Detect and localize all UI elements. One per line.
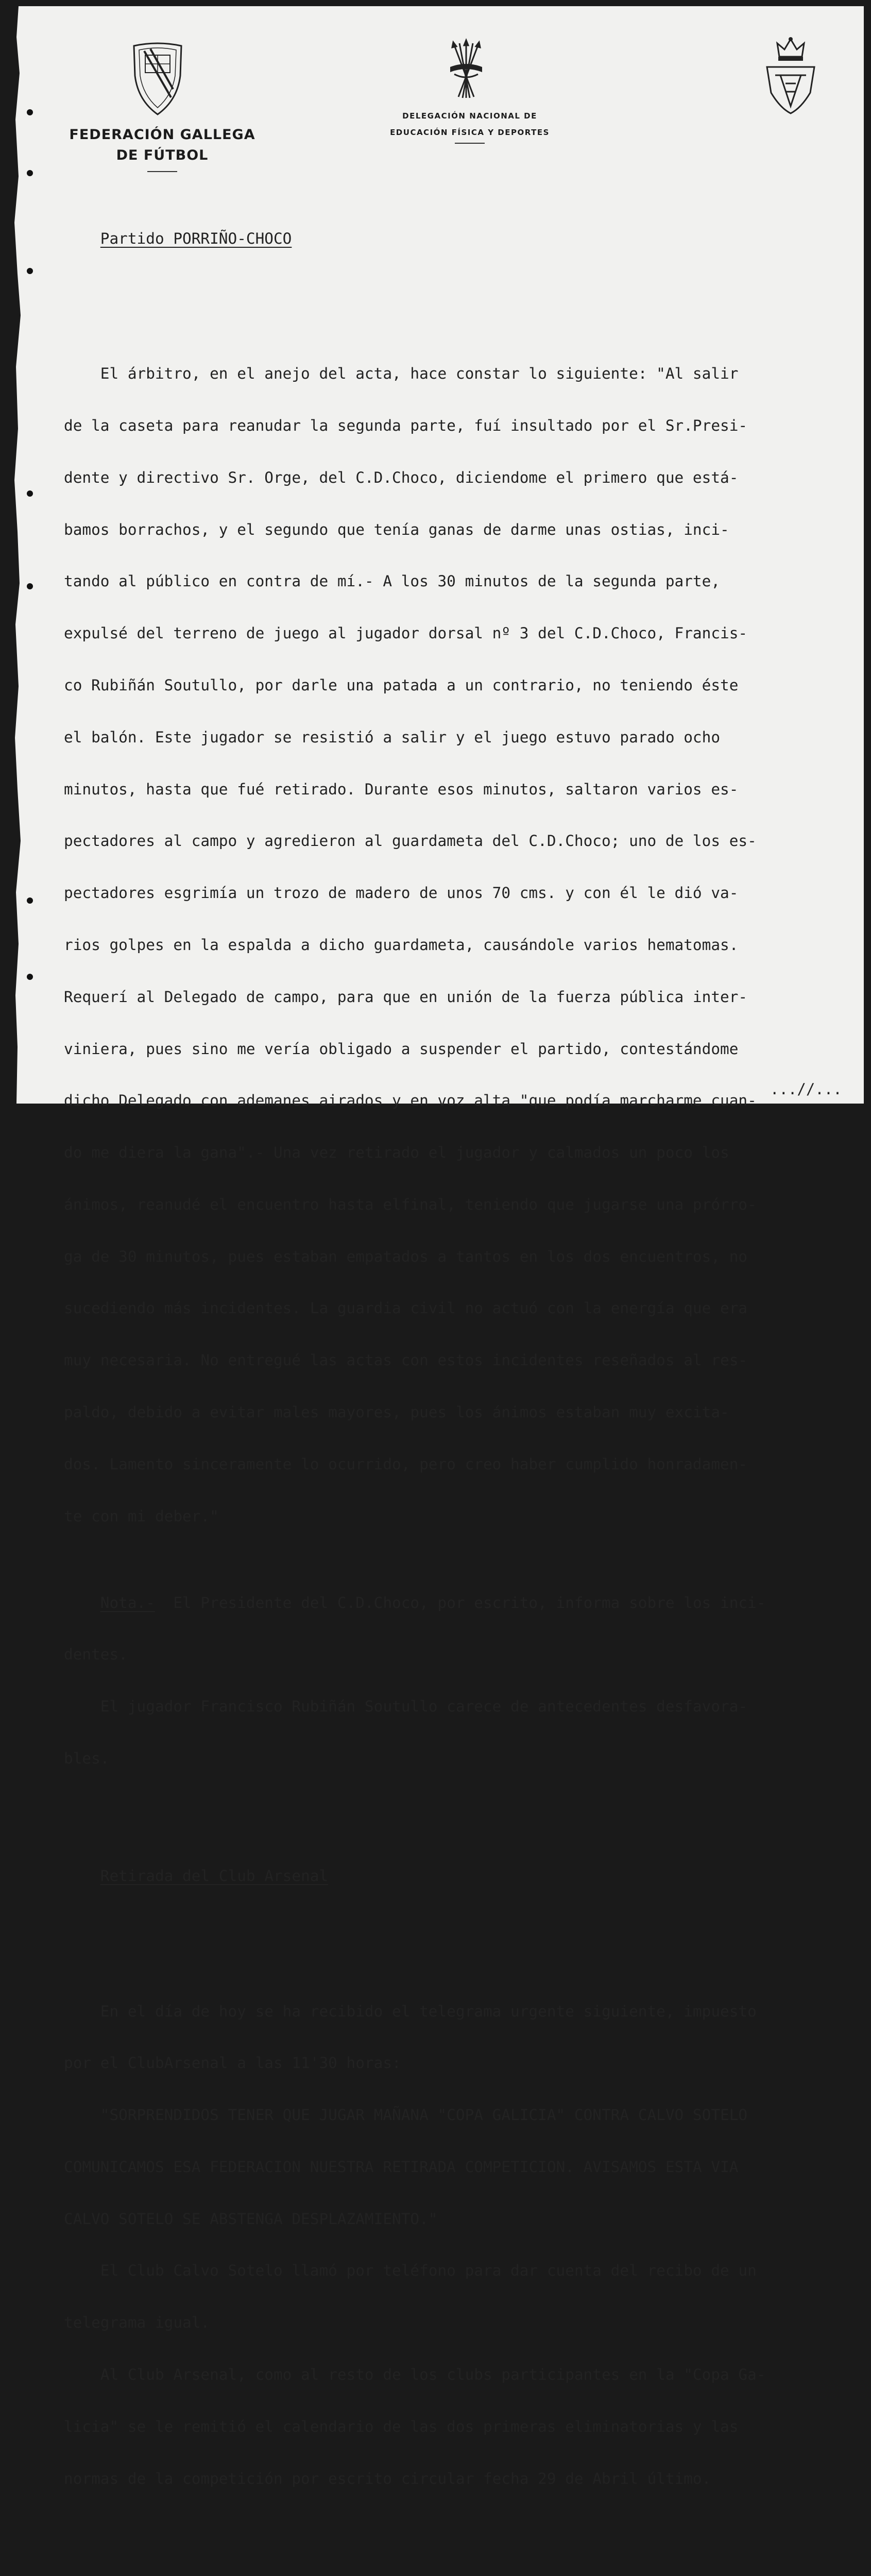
body-line: ánimos, reanudé el encuentro hasta elfinal, teniendo que jugarse una prórro- bbox=[64, 1195, 757, 1213]
body-line: de la caseta para reanudar la segunda parte, fuí insultado por el Sr.Presi- bbox=[64, 417, 748, 435]
federation-name-line1: FEDERACIÓN GALLEGA bbox=[69, 127, 255, 143]
continuation-mark: ...//... bbox=[770, 1080, 842, 1098]
body-line: viniera, pues sino me vería obligado a suspender el partido, contestándome bbox=[64, 1040, 739, 1058]
federation-shield-logo bbox=[132, 40, 183, 117]
punch-hole bbox=[27, 268, 33, 274]
body-line: normas de la competición por escrito circular fecha 29 de Abril último. bbox=[64, 2469, 711, 2487]
body-line: paldo, debido a evitar males mayores, pues los ánimos estaban muy excita- bbox=[64, 1403, 729, 1421]
section-heading-arsenal: Retirada del Club Arsenal bbox=[100, 1867, 329, 1885]
body-line: expulsé del terreno de juego al jugador dorsal nº 3 del C.D.Choco, Francis- bbox=[64, 624, 748, 642]
document-page bbox=[11, 6, 864, 2487]
body-line: dos. Lamento sinceramente lo ocurrido, pero creo haber cumplido honradamen- bbox=[64, 1455, 748, 1473]
yoke-and-arrows-logo bbox=[448, 40, 484, 102]
body-line: "SORPRENDIDOS TENER QUE JUGAR MAÑANA "COPA GALICIA" CONTRA CALVO SOTELO bbox=[64, 2106, 748, 2124]
body-line: bamos borrachos, y el segundo que tenía ganas de darme unas ostias, inci- bbox=[64, 520, 729, 538]
federation-header bbox=[57, 125, 268, 172]
body-line: por el ClubArsenal a las 11'30 horas: bbox=[64, 2054, 401, 2072]
body-line: pectadores al campo y agredieron al guardameta del C.D.Choco; uno de los es- bbox=[64, 832, 757, 850]
body-line: telegrama igual. bbox=[64, 2314, 210, 2332]
body-line: bles. bbox=[64, 1749, 110, 1767]
body-line: dentes. bbox=[64, 1646, 128, 1664]
punch-hole bbox=[27, 897, 33, 904]
punch-hole bbox=[27, 109, 33, 115]
body-line: te con mi deber." bbox=[64, 1507, 219, 1525]
crowned-shield-logo bbox=[765, 36, 816, 117]
body-line: sucediendo más incidentes. La guardia civil no actuó con la energía que era bbox=[64, 1299, 748, 1317]
body-line: minutos, hasta que fué retirado. Durante esos minutos, saltaron varios es- bbox=[64, 780, 739, 798]
body-line: el balón. Este jugador se resistió a salir y el juego estuvo parado ocho bbox=[64, 728, 721, 746]
punch-hole bbox=[27, 170, 33, 176]
torn-left-edge bbox=[11, 6, 25, 1104]
body-line: COMUNICAMOS ESA FEDERACION NUESTRA RETIRADA COMPETICION. AVISAMOS ESTA VIA bbox=[64, 2158, 739, 2176]
body-line: do me diera la gana".- Una vez retirado el jugador y calmados un poco los bbox=[64, 1144, 729, 1162]
arsenal-telegram bbox=[64, 1968, 862, 2522]
body-line: El Club Calvo Sotelo llamó por teléfono para dar cuenta del recibo de un bbox=[64, 2262, 757, 2280]
body-line: co Rubiñán Soutullo, por darle una patada a un contrario, no teniendo éste bbox=[64, 676, 739, 694]
note-line: Nota.- El Presidente del C.D.Choco, por escrito, informa sobre los inci- bbox=[100, 1594, 766, 1612]
punch-hole bbox=[27, 974, 33, 980]
delegation-name-line2: EDUCACIÓN FÍSICA Y DEPORTES bbox=[390, 128, 550, 137]
body-line: dicho Delegado con ademanes airados y en voz alta "que podía marcharme cuan- bbox=[64, 1092, 757, 1110]
body-line: Al Club Arsenal, como al resto de los clubs participantes en la "Copa Ga- bbox=[64, 2366, 766, 2384]
body-line: tando al público en contra de mí.- A los 30 minutos de la segunda parte, bbox=[64, 572, 721, 590]
body-line: El árbitro, en el anejo del acta, hace constar lo siguiente: "Al salir bbox=[64, 365, 739, 383]
delegation-header bbox=[372, 108, 568, 144]
note-label: Nota.- bbox=[100, 1594, 155, 1612]
referee-report bbox=[64, 331, 862, 1560]
punch-hole bbox=[27, 583, 33, 589]
document-body bbox=[64, 196, 862, 2576]
body-line: En el día de hoy se ha recibido el telegrama urgente siguiente, impuesto bbox=[64, 2002, 757, 2020]
body-line: El jugador Francisco Rubiñán Soutullo carece de antecedentes desfavora- bbox=[64, 1698, 748, 1716]
body-line: licia" se le remitió el calendario de las dos primeras eliminatorias y las bbox=[64, 2417, 739, 2435]
punch-hole bbox=[27, 490, 33, 497]
body-line: ga de 30 minutos, pues estaban empatados a tantos en los dos encuentros, no bbox=[64, 1247, 748, 1265]
header-rule bbox=[455, 143, 485, 144]
header-rule bbox=[147, 171, 177, 172]
delegation-name-line1: DELEGACIÓN NACIONAL DE bbox=[402, 111, 537, 121]
body-line: CALVO SOTELO SE ABSTENGA DESPLAZAMIENTO." bbox=[64, 2210, 438, 2228]
body-line: Requerí al Delegado de campo, para que en unión de la fuerza pública inter- bbox=[64, 988, 748, 1006]
body-line: pectadores esgrimía un trozo de madero de unos 70 cms. y con él le dió va- bbox=[64, 884, 739, 902]
body-line: muy necesaria. No entregué las actas con estos incidentes reseñados al res- bbox=[64, 1351, 748, 1369]
body-line: dente y directivo Sr. Orge, del C.D.Choco, diciendome el primero que está- bbox=[64, 468, 739, 486]
section-heading-porrino-choco: Partido PORRIÑO-CHOCO bbox=[100, 230, 292, 248]
federation-name-line2: DE FÚTBOL bbox=[116, 147, 209, 163]
body-line: rios golpes en la espalda a dicho guardameta, causándole varios hematomas. bbox=[64, 936, 739, 954]
